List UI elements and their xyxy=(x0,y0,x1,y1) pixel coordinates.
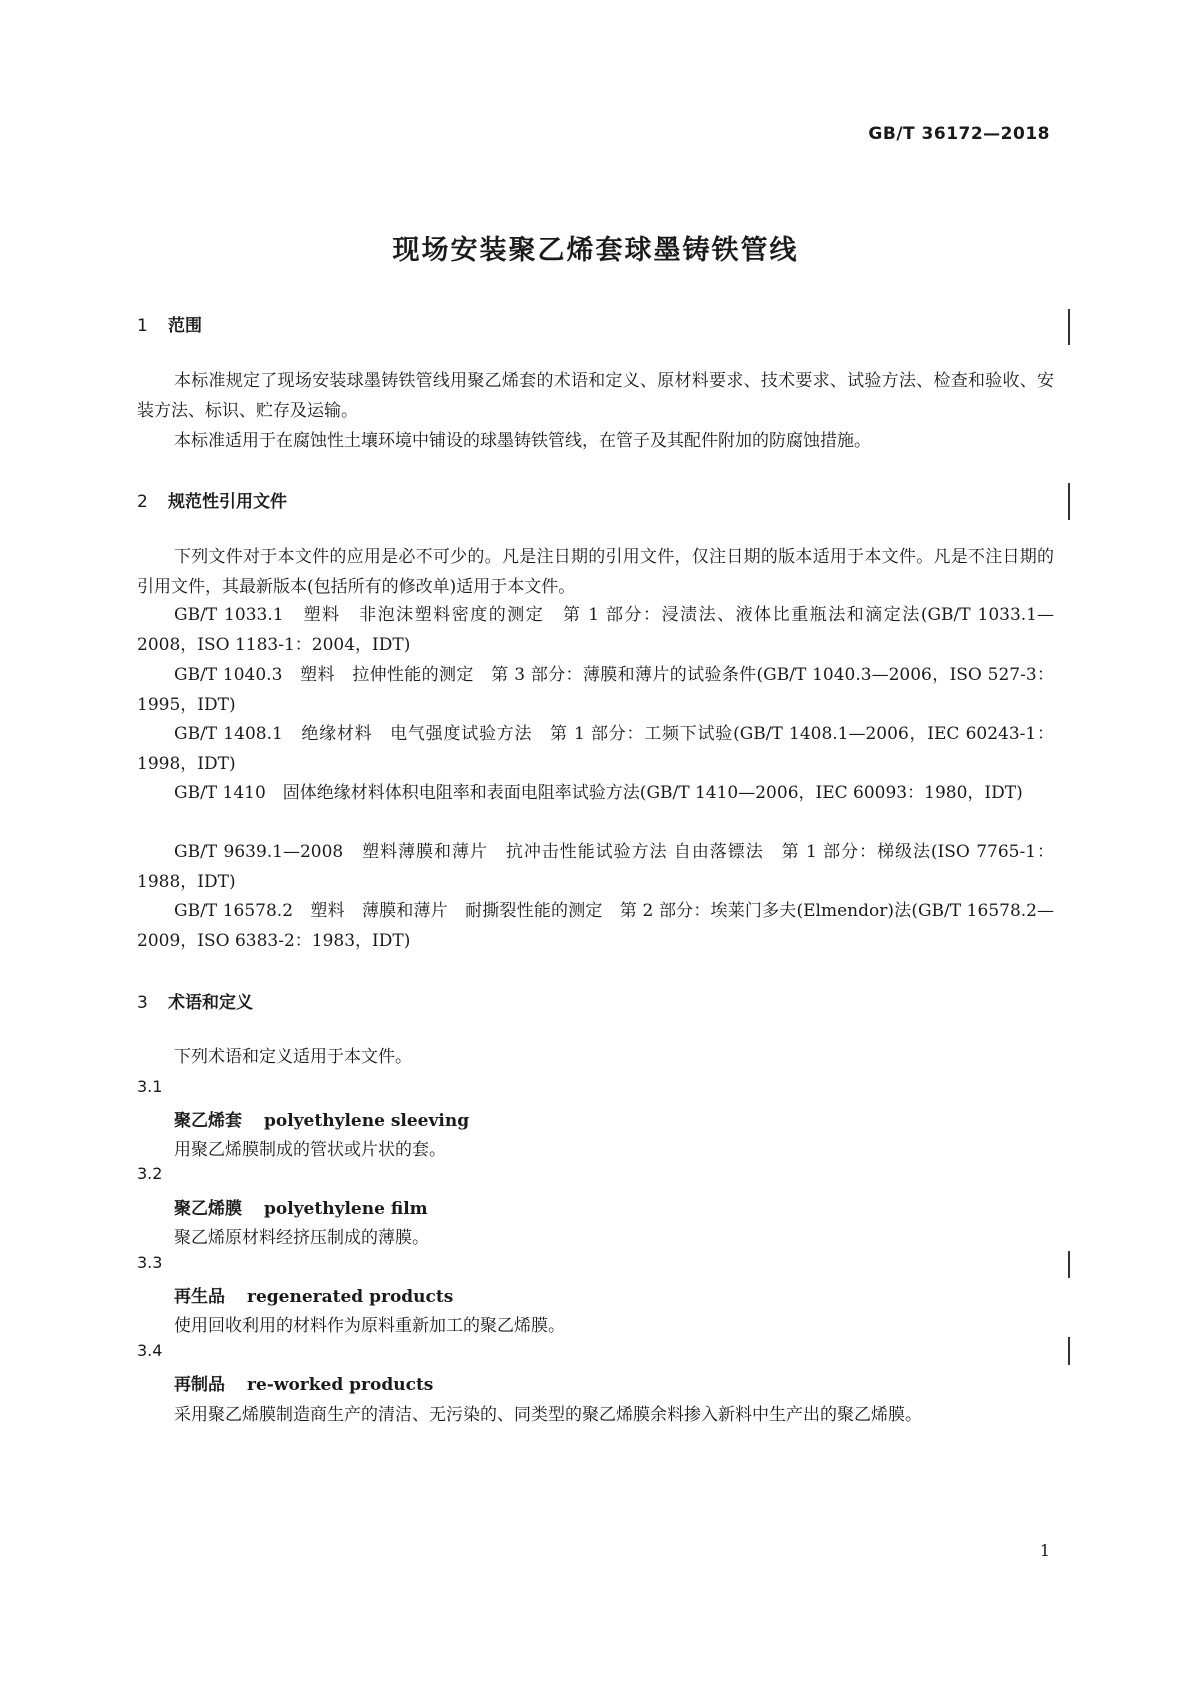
term-heading xyxy=(174,1106,469,1131)
term-zh: 再制品 xyxy=(174,1375,225,1395)
change-bar xyxy=(1068,483,1070,520)
term-zh: 再生品 xyxy=(174,1287,225,1307)
term-en: re-worked products xyxy=(247,1375,434,1395)
reference-item: GB/T 1040.3 塑料 拉伸性能的测定 第 3 部分：薄膜和薄片的试验条件(GB/T 1040.3—2006，ISO 527-3：1995，IDT) xyxy=(137,665,1054,715)
term-zh: 聚乙烯套 xyxy=(174,1111,242,1131)
terms-intro: 下列术语和定义适用于本文件。 xyxy=(174,1047,412,1067)
section-title: 术语和定义 xyxy=(168,993,253,1013)
change-bar xyxy=(1068,1251,1070,1278)
section-1-heading xyxy=(137,311,202,336)
term-number: 3.2 xyxy=(137,1164,163,1183)
reference-item: GB/T 1408.1 绝缘材料 电气强度试验方法 第 1 部分：工频下试验(GB/T 1408.1—2006，IEC 60243-1：1998，IDT) xyxy=(137,724,1054,774)
term-definition: 采用聚乙烯膜制造商生产的清洁、无污染的、同类型的聚乙烯膜余料掺入新料中生产出的聚乙烯膜。 xyxy=(174,1405,922,1425)
term-number: 3.3 xyxy=(137,1253,163,1272)
term-heading xyxy=(174,1282,453,1307)
term-number: 3.1 xyxy=(137,1077,163,1096)
section-title: 范围 xyxy=(168,316,202,336)
reference-item: GB/T 1033.1 塑料 非泡沫塑料密度的测定 第 1 部分：浸渍法、液体比重瓶法和滴定法(GB/T 1033.1—2008，ISO 1183-1：2004，IDT) xyxy=(137,605,1054,655)
section-title: 规范性引用文件 xyxy=(168,492,287,512)
term-heading xyxy=(174,1194,428,1219)
term-definition: 用聚乙烯膜制成的管状或片状的套。 xyxy=(174,1140,446,1160)
term-zh: 聚乙烯膜 xyxy=(174,1199,242,1219)
section-number: 1 xyxy=(137,316,148,336)
scope-paragraph-1: 本标准规定了现场安装球墨铸铁管线用聚乙烯套的术语和定义、原材料要求、技术要求、试验方法、检查和验收、安装方法、标识、贮存及运输。 xyxy=(137,371,1054,421)
term-en: polyethylene sleeving xyxy=(264,1111,470,1131)
section-number: 3 xyxy=(137,993,148,1013)
reference-item: GB/T 1410 固体绝缘材料体积电阻率和表面电阻率试验方法(GB/T 1410—2006，IEC 60093：1980，IDT) xyxy=(174,783,1023,803)
term-en: regenerated products xyxy=(247,1287,454,1307)
section-number: 2 xyxy=(137,492,148,512)
term-number: 3.4 xyxy=(137,1341,163,1360)
reference-item: GB/T 16578.2 塑料 薄膜和薄片 耐撕裂性能的测定 第 2 部分：埃莱门多夫(Elmendor)法(GB/T 16578.2—2009，ISO 6383-2：1983，IDT) xyxy=(137,901,1054,951)
section-2-heading xyxy=(137,487,287,512)
scope-paragraph-2: 本标准适用于在腐蚀性土壤环境中铺设的球墨铸铁管线，在管子及其配件附加的防腐蚀措施。 xyxy=(174,431,871,451)
term-en: polyethylene film xyxy=(264,1199,428,1219)
references-intro: 下列文件对于本文件的应用是必不可少的。凡是注日期的引用文件，仅注日期的版本适用于本文件。凡是不注日期的引用文件，其最新版本(包括所有的修改单)适用于本文件。 xyxy=(137,547,1054,597)
standard-number: GB/T 36172—2018 xyxy=(868,124,1050,144)
document-title: 现场安装聚乙烯套球墨铸铁管线 xyxy=(392,235,799,266)
term-heading xyxy=(174,1370,433,1395)
section-3-heading xyxy=(137,988,253,1013)
reference-item: GB/T 9639.1—2008 塑料薄膜和薄片 抗冲击性能试验方法 自由落镖法 第 1 部分：梯级法(ISO 7765-1：1988，IDT) xyxy=(137,842,1054,892)
term-definition: 聚乙烯原材料经挤压制成的薄膜。 xyxy=(174,1228,429,1248)
page-number: 1 xyxy=(1039,1541,1050,1560)
change-bar xyxy=(1068,1337,1070,1365)
change-bar xyxy=(1068,309,1070,345)
term-definition: 使用回收利用的材料作为原料重新加工的聚乙烯膜。 xyxy=(174,1316,565,1336)
